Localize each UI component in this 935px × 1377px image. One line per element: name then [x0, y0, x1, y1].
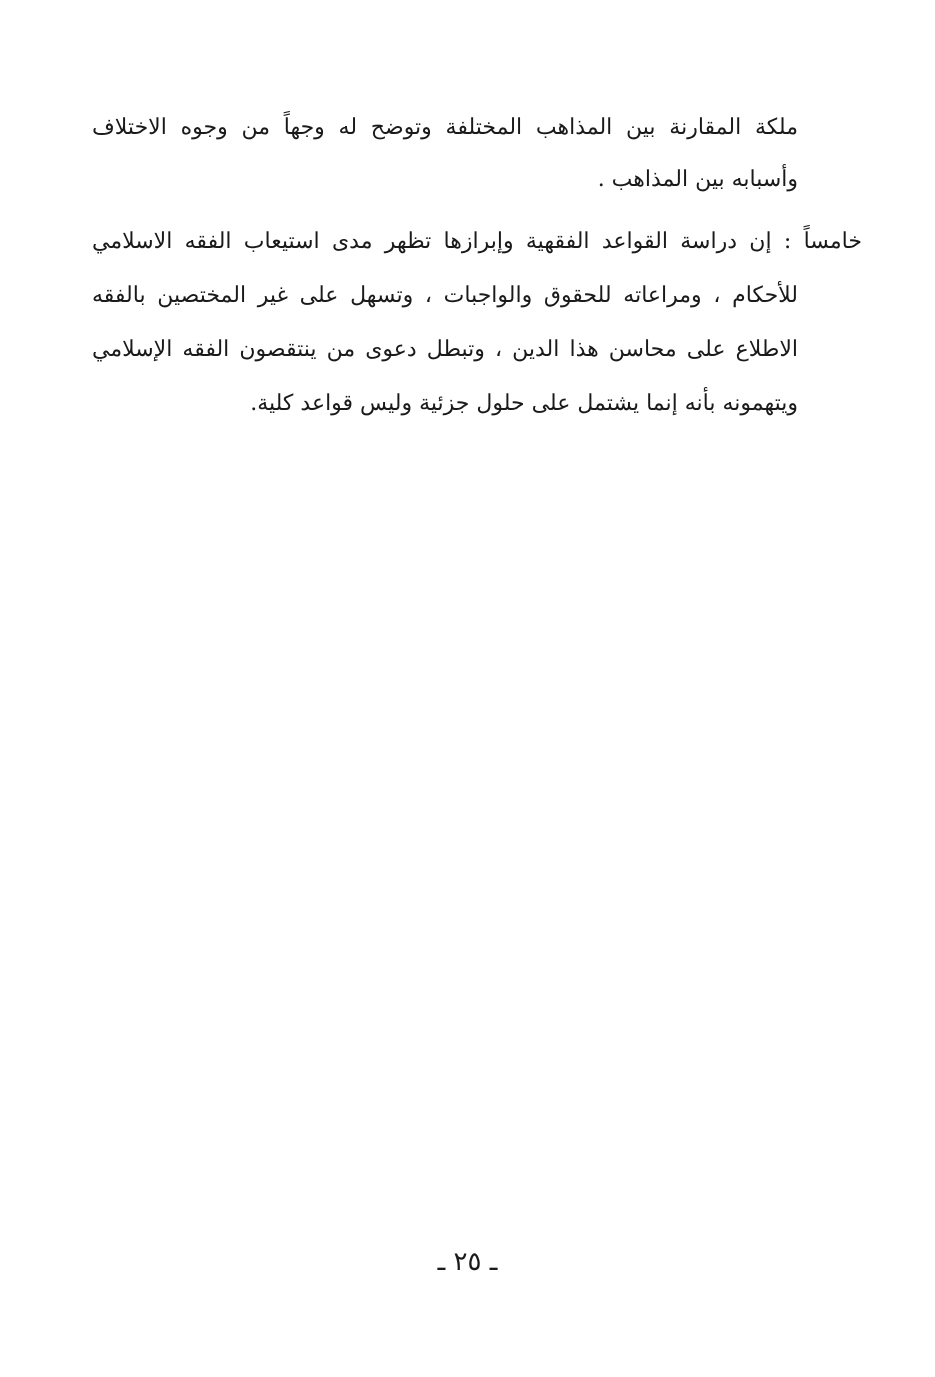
paragraph-2-line-3: الاطلاع على محاسن هذا الدين ، وتبطل دعوى من ينتقصون الفقه الإسلامي [92, 337, 799, 362]
paragraph-1-line-1: ملكة المقارنة بين المذاهب المختلفة وتوضح له وجهاً من وجوه الاختلاف [92, 115, 798, 140]
paragraph-2-line-4: ويتهمونه بأنه إنما يشتمل على حلول جزئية وليس قواعد كلية. [250, 391, 798, 416]
paragraph-2-line-2: للأحكام ، ومراعاته للحقوق والواجبات ، وتسهل على غير المختصين بالفقه [92, 283, 798, 308]
paragraph-2-line-1: خامساً : إن دراسة القواعد الفقهية وإبرازها تظهر مدى استيعاب الفقه الاسلامي [92, 229, 862, 254]
page-number: ـ ٢٥ ـ [437, 1247, 498, 1277]
paragraph-1-line-2: وأسبابه بين المذاهب . [597, 167, 798, 192]
